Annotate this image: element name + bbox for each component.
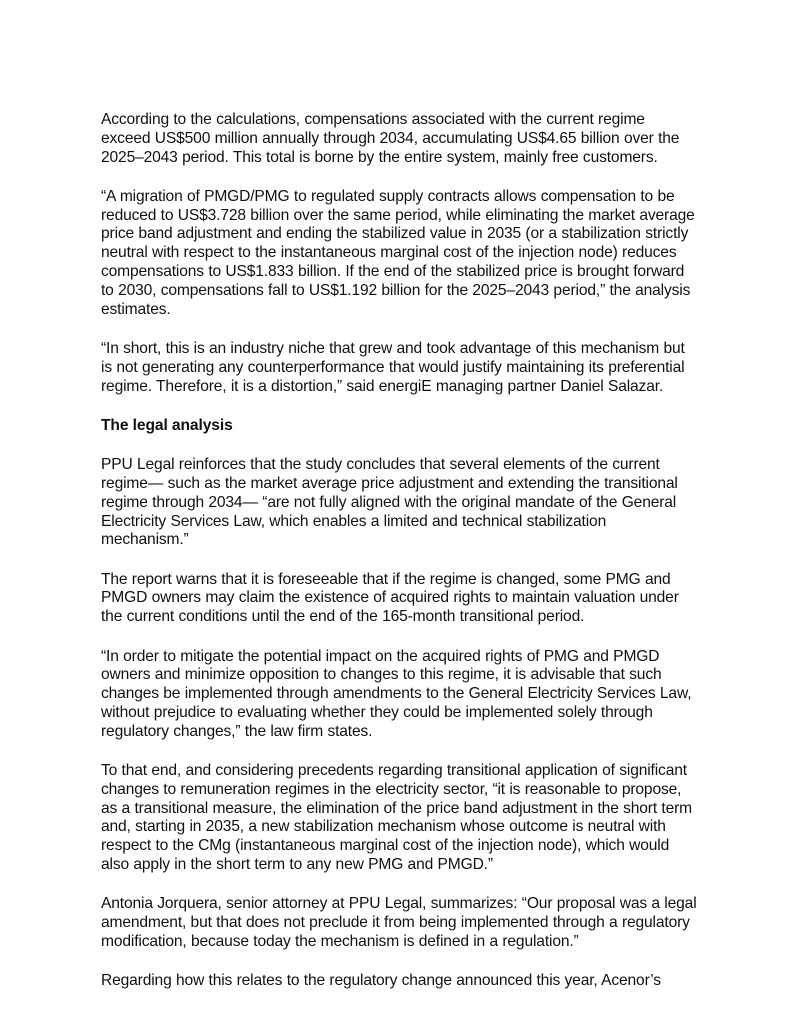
text-line: According to the calculations, compensations associated with the current regime — [101, 111, 645, 128]
text-line: changes to remuneration regimes in the electricity sector, “it is reasonable to propose, — [101, 780, 682, 798]
text-line: the current conditions until the end of the 165-month transitional period. — [101, 608, 585, 626]
paragraph-jorquera-quote — [101, 895, 721, 951]
text-line: The report warns that it is foreseeable that if the regime is changed, some PMG and — [101, 570, 671, 588]
text-line: owners and minimize opposition to changes to this regime, it is advisable that such — [101, 666, 662, 684]
paragraph-regulatory-change — [101, 972, 721, 991]
text-line: PPU Legal reinforces that the study concludes that several elements of the current — [101, 456, 660, 474]
paragraph-migration-quote — [101, 188, 721, 320]
text-line: Regarding how this relates to the regulatory change announced this year, Acenor’s — [101, 972, 661, 990]
text-line: regime. Therefore, it is a distortion,” said energiE managing partner Daniel Salazar. — [101, 377, 664, 395]
text-line: 2025–2043 period. This total is borne by the entire system, mainly free customers. — [101, 148, 658, 166]
paragraph-ppu-legal-study — [101, 456, 721, 550]
text-line: neutral with respect to the instantaneous marginal cost of the injection node) reduces — [101, 244, 677, 262]
paragraph-compensation-calculations — [101, 111, 721, 167]
text-line: exceed US$500 million annually through 2034, accumulating US$4.65 billion over the — [101, 129, 680, 147]
text-line: estimates. — [101, 300, 171, 318]
text-line: and, starting in 2035, a new stabilization mechanism whose outcome is neutral with — [101, 818, 666, 836]
text-line: compensations to US$1.833 billion. If the end of the stabilized price is brought forward — [101, 263, 685, 281]
text-line: “A migration of PMGD/PMG to regulated supply contracts allows compensation to be — [101, 187, 675, 205]
text-line: amendment, but that does not preclude it from being implemented through a regulatory — [101, 914, 690, 932]
text-line: regime— such as the market average price adjustment and extending the transitional — [101, 474, 678, 492]
text-line: respect to the CMg (instantaneous marginal cost of the injection node), which would — [101, 837, 670, 855]
paragraph-transitional-measure — [101, 762, 721, 875]
text-line: to 2030, compensations fall to US$1.192 billion for the 2025–2043 period,” the analysis — [101, 281, 691, 299]
text-line: Electricity Services Law, which enables a limited and technical stabilization — [101, 512, 607, 530]
text-line: “In short, this is an industry niche that grew and took advantage of this mechanism but — [101, 339, 685, 357]
text-line: “In order to mitigate the potential impact on the acquired rights of PMG and PMGD — [101, 647, 660, 665]
text-line: mechanism.” — [101, 531, 189, 549]
paragraph-mitigation-quote — [101, 648, 721, 742]
text-line: without prejudice to evaluating whether they could be implemented solely through — [101, 703, 653, 721]
document-page — [101, 111, 721, 1011]
text-line: price band adjustment and ending the stabilized value in 2035 (or a stabilization strictly — [101, 225, 689, 243]
text-line: reduced to US$3.728 billion over the same period, while eliminating the market average — [101, 206, 695, 224]
text-line: regime through 2034— “are not fully aligned with the original mandate of the General — [101, 493, 677, 511]
paragraph-salazar-quote — [101, 340, 721, 396]
text-line: as a transitional measure, the elimination of the price band adjustment in the short term — [101, 799, 692, 817]
paragraph-acquired-rights-warning — [101, 571, 721, 627]
section-heading-legal-analysis: The legal analysis — [101, 416, 233, 434]
text-line: is not generating any counterperformance that would justify maintaining its preferential — [101, 358, 685, 376]
text-line: PMGD owners may claim the existence of acquired rights to maintain valuation under — [101, 589, 679, 607]
text-line: Antonia Jorquera, senior attorney at PPU Legal, summarizes: “Our proposal was a legal — [101, 895, 697, 913]
text-line: modification, because today the mechanism is defined in a regulation.” — [101, 932, 579, 950]
text-line: regulatory changes,” the law firm states. — [101, 722, 373, 740]
text-line: To that end, and considering precedents regarding transitional application of significant — [101, 762, 687, 780]
text-line: changes be implemented through amendments to the General Electricity Services Law, — [101, 685, 692, 703]
text-line: also apply in the short term to any new PMG and PMGD.” — [101, 856, 493, 873]
